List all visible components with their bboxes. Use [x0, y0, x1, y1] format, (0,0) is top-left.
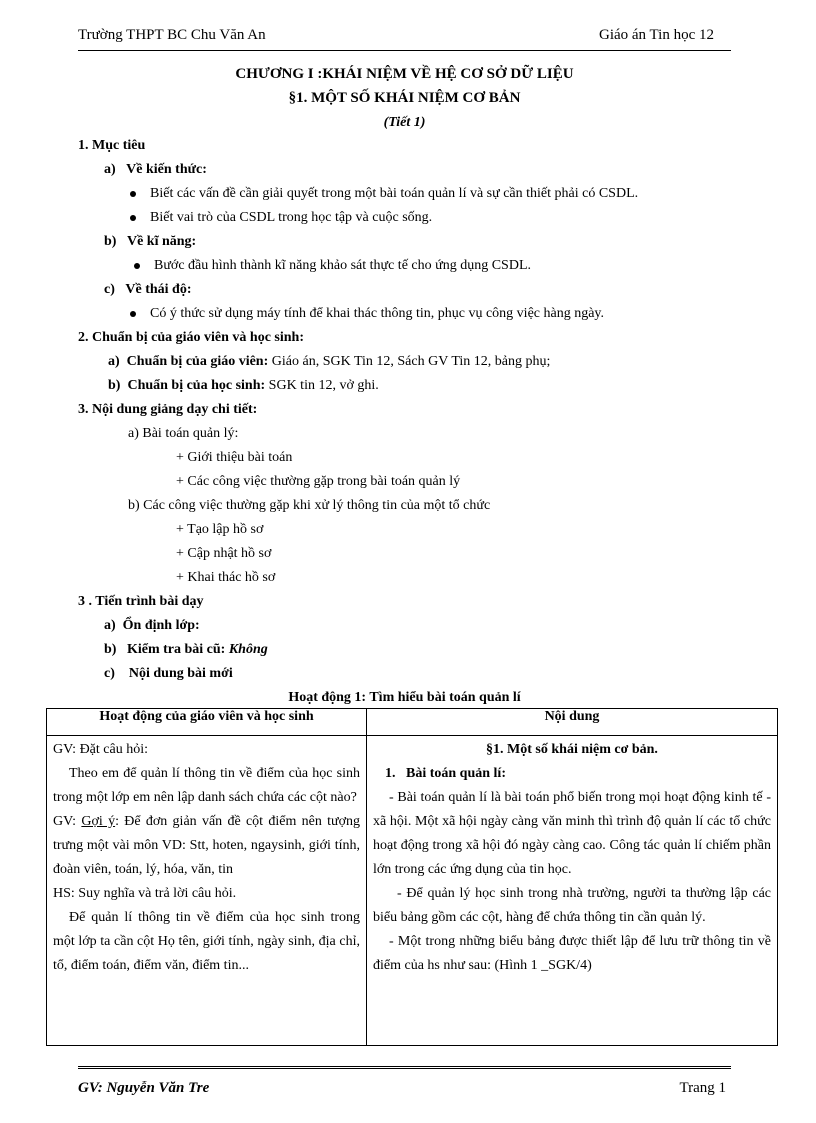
student-response: HS: Suy nghĩa và trả lời câu hỏi.: [53, 886, 237, 901]
activities-cell: [47, 736, 367, 1046]
activity-title: Hoạt động 1: Tìm hiểu bài toán quản lí: [288, 690, 521, 705]
section-title: §1. MỘT SỐ KHÁI NIỆM CƠ BẢN: [288, 90, 521, 106]
attitude-heading: c) Về thái độ:: [104, 282, 192, 297]
period-title: (Tiết 1): [383, 115, 426, 130]
teacher-preparation: a) Chuẩn bị của giáo viên: Giáo án, SGK Tin 12, Sách GV Tin 12, bảng phụ;: [108, 354, 551, 369]
content-line: + Cập nhật hồ sơ: [176, 546, 272, 561]
answer-text: Để quản lí thông tin về điểm của học sinh trong một lớp ta cần cột Họ tên, giới tính, ngày sinh, địa chỉ, tổ, điểm toán, điểm văn, điểm tin...: [53, 910, 360, 973]
content-cell: [367, 736, 778, 1046]
question-text: Theo em để quản lí thông tin về điểm của học sinh trong một lớp em nên lập danh sách chứa các cột nào?: [53, 766, 360, 805]
bullet-icon: [134, 263, 140, 269]
footer-teacher: GV: Nguyễn Văn Tre: [78, 1080, 210, 1096]
bullet-icon: [130, 311, 136, 317]
skills-item: Bước đầu hình thành kĩ năng khảo sát thực tế cho ứng dụng CSDL.: [134, 258, 531, 274]
content-line: a) Bài toán quản lý:: [128, 426, 239, 441]
teacher-question: GV: Đặt câu hỏi:: [53, 742, 148, 757]
progress-item: c) Nội dung bài mới: [104, 666, 233, 681]
column-header-activities: Hoạt động của giáo viên và học sinh: [47, 709, 367, 736]
objectives-heading: 1. Mục tiêu: [78, 138, 146, 153]
progress-item: a) Ổn định lớp:: [104, 618, 200, 633]
content-line: b) Các công việc thường gặp khi xử lý thông tin của một tổ chức: [128, 498, 491, 513]
chapter-title: CHƯƠNG I :KHÁI NIỆM VỀ HỆ CƠ SỞ DỮ LIỆU: [235, 66, 574, 82]
header-rule: [78, 50, 731, 51]
content-line: + Khai thác hồ sơ: [176, 570, 276, 585]
progress-heading: 3 . Tiến trình bài dạy: [78, 594, 204, 609]
activity-table: [46, 708, 778, 1046]
knowledge-heading: a) Về kiến thức:: [104, 162, 207, 177]
bullet-icon: [130, 191, 136, 197]
attitude-item: Có ý thức sử dụng máy tính để khai thác thông tin, phục vụ công việc hàng ngày.: [130, 306, 604, 322]
page-number: Trang 1: [679, 1080, 726, 1096]
content-paragraph: - Bài toán quản lí là bài toán phổ biến trong mọi hoạt động kinh tế - xã hội. Một xã hội ngày càng văn minh thì trình độ quản lí các tổ chức hoạt động trong xã hội đó ngày càng cao. Công tác quản lí chiếm phần lớn trong các ứng dụng của tin học.: [373, 790, 771, 877]
teacher-hint: GV: Gợi ý: Để đơn giản vấn đề cột điểm nên tượng trưng một vài môn VD: Stt, hoten, ngaysinh, giới tính, đoàn viên, toán, lý, hóa, văn, tin: [53, 814, 361, 877]
preparation-heading: 2. Chuẩn bị của giáo viên và học sinh:: [78, 330, 304, 345]
knowledge-item: Biết các vấn đề cần giải quyết trong một bài toán quản lí và sự cần thiết phải có CSDL.: [130, 186, 638, 202]
content-title: §1. Một số khái niệm cơ bản.: [486, 742, 658, 757]
column-header-content: Nội dung: [367, 709, 778, 736]
content-paragraph: - Để quản lý học sinh trong nhà trường, người ta thường lập các biểu bảng gồm các cột, hàng để chứa thông tin cần quản lý.: [373, 886, 771, 925]
content-line: + Tạo lập hồ sơ: [176, 522, 264, 537]
progress-item: b) Kiểm tra bài cũ: Không: [104, 642, 268, 657]
header-school: Trường THPT BC Chu Văn An: [78, 27, 266, 43]
content-paragraph: - Một trong những biểu bảng được thiết lập để lưu trữ thông tin về điểm của hs như sau: (Hình 1 _SGK/4): [373, 934, 771, 973]
content-heading: 3. Nội dung giảng dạy chi tiết:: [78, 402, 258, 417]
bullet-icon: [130, 215, 136, 221]
footer-rule: [78, 1066, 731, 1069]
content-line: + Các công việc thường gặp trong bài toán quản lý: [176, 474, 461, 489]
student-preparation: b) Chuẩn bị của học sinh: SGK tin 12, vở ghi.: [108, 378, 379, 393]
content-line: + Giới thiệu bài toán: [176, 450, 293, 465]
header-subject: Giáo án Tin học 12: [598, 27, 714, 43]
content-subheading: 1. Bài toán quản lí:: [385, 766, 506, 781]
skills-heading: b) Về kĩ năng:: [104, 234, 197, 249]
knowledge-item: Biết vai trò của CSDL trong học tập và cuộc sống.: [130, 210, 432, 226]
